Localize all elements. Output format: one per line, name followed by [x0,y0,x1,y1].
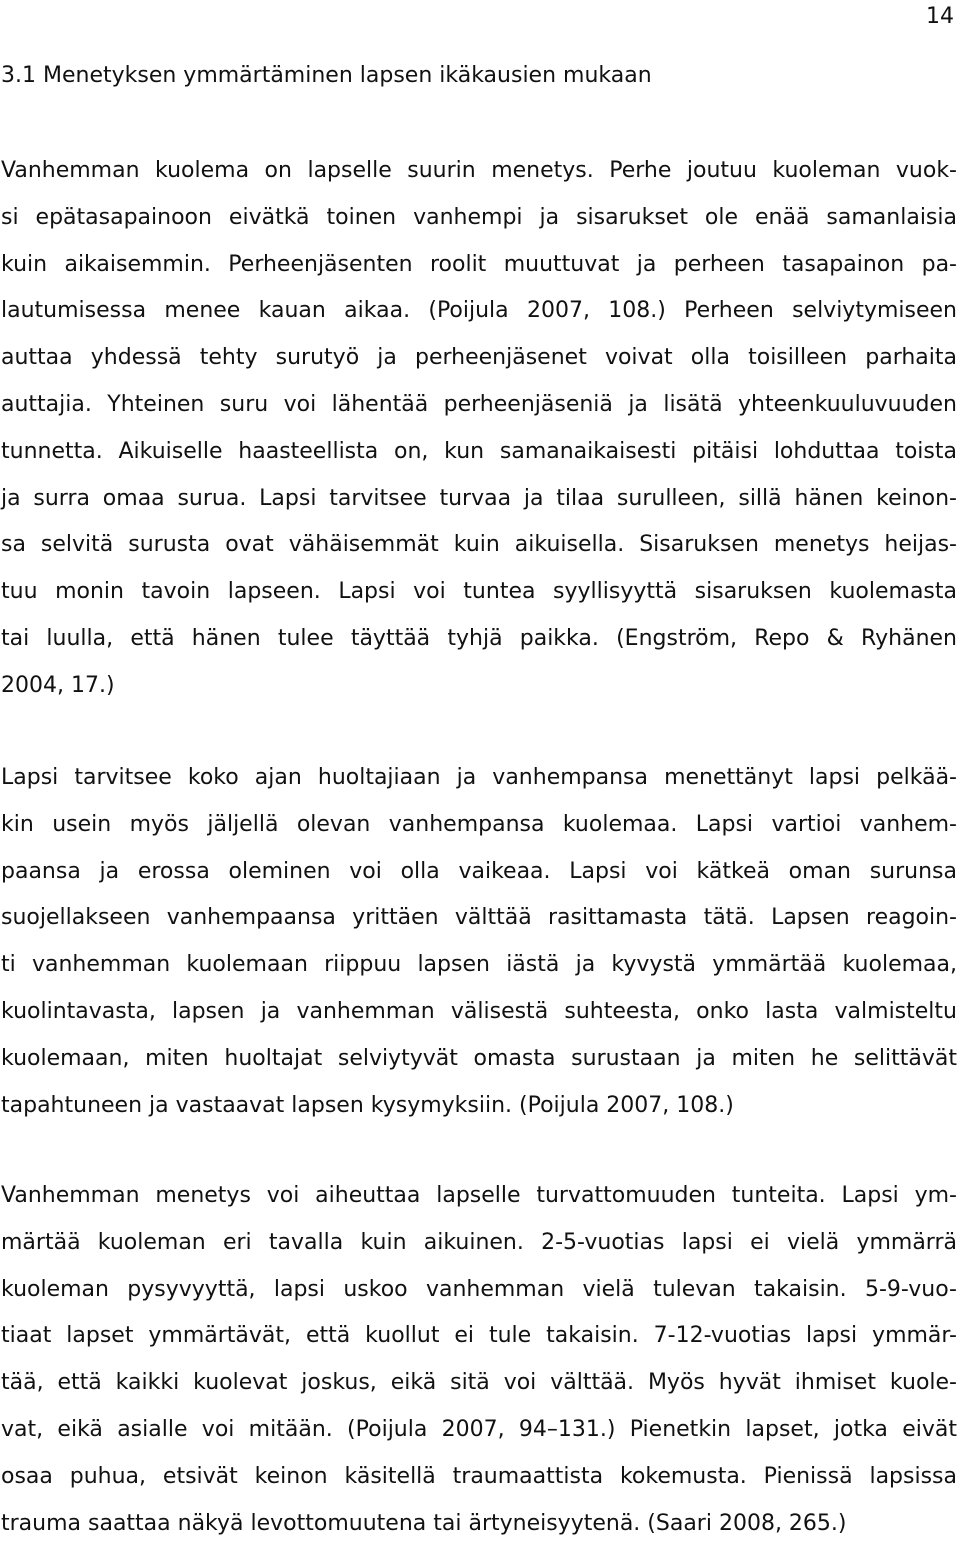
paragraph-line: tuu monin tavoin lapseen. Lapsi voi tuntea syyllisyyttä sisaruksen kuolemasta [1,579,957,605]
paragraph-line: märtää kuoleman eri tavalla kuin aikuinen. 2-5-vuotias lapsi ei vielä ymmärrä [1,1229,957,1255]
section-heading: 3.1 Menetyksen ymmärtäminen lapsen ikäkausien mukaan [1,63,652,88]
paragraph-line: auttajia. Yhteinen suru voi lähentää perheenjäseniä ja lisätä yhteenkuuluvuuden [1,391,957,417]
paragraph-line: suojellakseen vanhempaansa yrittäen välttää rasittamasta tätä. Lapsen reagoin- [1,905,957,931]
paragraph-line: kin usein myös jäljellä olevan vanhempansa kuolemaa. Lapsi vartioi vanhem- [1,811,957,837]
paragraph-line: Vanhemman menetys voi aiheuttaa lapselle turvattomuuden tunteita. Lapsi ym- [1,1183,957,1208]
paragraph-line: tää, että kaikki kuolevat joskus, eikä sitä voi välttää. Myös hyvät ihmiset kuole- [1,1370,957,1396]
paragraph-line: si epätasapainoon eivätkä toinen vanhempi ja sisarukset ole enää samanlaisia [1,204,957,230]
paragraph-line: kuoleman pysyvyyttä, lapsi uskoo vanhemman vielä tulevan takaisin. 5-9-vuo- [1,1276,957,1302]
paragraph-line: trauma saattaa näkyä levottomuutena tai ärtyneisyytenä. (Saari 2008, 265.) [1,1510,847,1536]
paragraph-line: tai luulla, että hänen tulee täyttää tyhjä paikka. (Engström, Repo & Ryhänen [1,625,957,651]
paragraph-line: vat, eikä asialle voi mitään. (Poijula 2007, 94–131.) Pienetkin lapset, jotka eivät [1,1416,957,1442]
paragraph-3 [1,1173,957,1547]
paragraph-line: ja surra omaa surua. Lapsi tarvitsee turvaa ja tilaa surulleen, sillä hänen keinon- [1,485,957,511]
page-number: 14 [926,4,954,29]
paragraph-line: auttaa yhdessä tehty surutyö ja perheenjäsenet voivat olla toisilleen parhaita [1,345,957,371]
paragraph-line: 2004, 17.) [1,672,115,698]
paragraph-line: lautumisessa menee kauan aikaa. (Poijula 2007, 108.) Perheen selviytymiseen [1,298,957,324]
paragraph-line: Lapsi tarvitsee koko ajan huoltajiaan ja vanhempansa menettänyt lapsi pelkää- [1,765,957,790]
paragraph-2 [1,755,957,1129]
paragraph-line: tunnetta. Aikuiselle haasteellista on, kun samanaikaisesti pitäisi lohduttaa toista [1,438,957,464]
paragraph-line: Vanhemman kuolema on lapselle suurin menetys. Perhe joutuu kuoleman vuok- [1,158,957,183]
paragraph-line: kuolintavasta, lapsen ja vanhemman välisestä suhteesta, onko lasta valmisteltu [1,998,957,1024]
paragraph-line: kuin aikaisemmin. Perheenjäsenten roolit muuttuvat ja perheen tasapainon pa- [1,251,957,277]
paragraph-line: paansa ja erossa oleminen voi olla vaikeaa. Lapsi voi kätkeä oman surunsa [1,858,957,884]
paragraph-line: sa selvitä surusta ovat vähäisemmät kuin aikuisella. Sisaruksen menetys heijas- [1,532,957,558]
paragraph-line: tapahtuneen ja vastaavat lapsen kysymyksiin. (Poijula 2007, 108.) [1,1092,734,1118]
paragraph-line: osaa puhua, etsivät keinon käsitellä traumaattista kokemusta. Pienissä lapsissa [1,1463,957,1489]
paragraph-line: ti vanhemman kuolemaan riippuu lapsen iästä ja kyvystä ymmärtää kuolemaa, [1,952,957,978]
paragraph-line: kuolemaan, miten huoltajat selviytyvät omasta surustaan ja miten he selittävät [1,1045,957,1071]
paragraph-1 [1,148,957,710]
paragraph-line: tiaat lapset ymmärtävät, että kuollut ei tule takaisin. 7-12-vuotias lapsi ymmär- [1,1323,957,1349]
